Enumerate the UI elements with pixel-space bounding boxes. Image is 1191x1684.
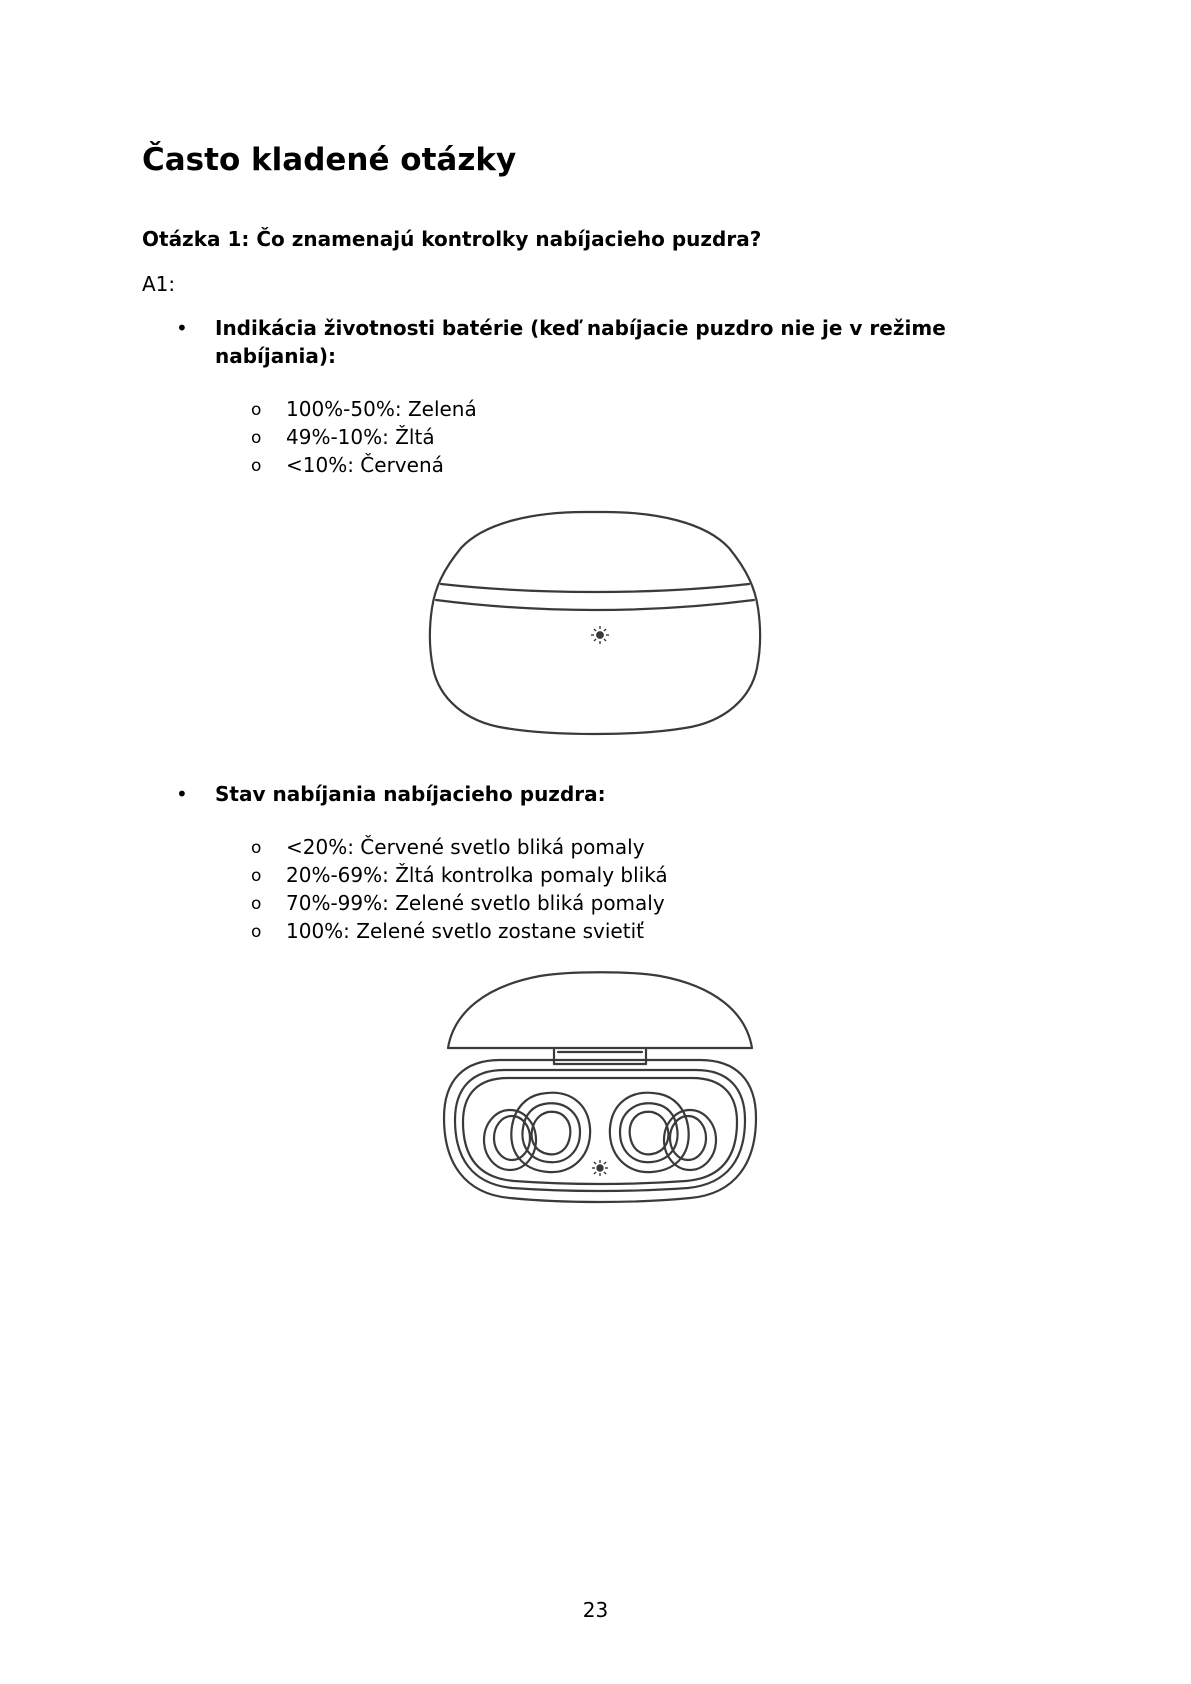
list-item-text: 100%-50%: Zelená [286, 397, 477, 421]
list-item [0, 889, 1191, 917]
closed-case-illustration [425, 508, 765, 736]
list-item-text: <10%: Červená [286, 453, 444, 477]
sub-bullet-glyph: o [251, 922, 262, 942]
sub-bullet-glyph: o [251, 400, 262, 420]
battery-level-list [0, 395, 1191, 479]
bullet-heading: Stav nabíjania nabíjacieho puzdra: [215, 782, 606, 806]
case-hinge [554, 1048, 646, 1064]
list-item [0, 423, 1191, 451]
list-item [0, 861, 1191, 889]
sub-bullet-glyph: o [251, 838, 262, 858]
sub-bullet-glyph: o [251, 866, 262, 886]
list-item [0, 833, 1191, 861]
charging-status-list [0, 833, 1191, 945]
battery-life-section [0, 314, 1191, 479]
open-case-illustration [440, 968, 760, 1210]
page-number: 23 [582, 1598, 609, 1622]
list-item-text: 49%-10%: Žltá [286, 425, 435, 449]
left-earbud [484, 1093, 590, 1172]
lid-seam-lower [436, 600, 754, 610]
lid-seam-upper [441, 584, 749, 592]
bullet-heading: Indikácia životnosti batérie (keď nabíjacie puzdro nie je v režime nabíjania): [215, 316, 946, 368]
sub-bullet-glyph: o [251, 428, 262, 448]
case-lid [448, 972, 752, 1048]
bullet-glyph: • [176, 316, 188, 340]
answer-label: A1: [142, 272, 176, 296]
case-base-outer [444, 1060, 756, 1202]
indicator-light-icon [591, 626, 609, 644]
list-item [0, 451, 1191, 479]
list-item [0, 395, 1191, 423]
indicator-light-icon [592, 1160, 608, 1176]
sub-bullet-glyph: o [251, 894, 262, 914]
question-heading: Otázka 1: Čo znamenajú kontrolky nabíjacieho puzdra? [142, 227, 762, 251]
bullet-item [0, 780, 1191, 808]
case-base-inner [455, 1070, 745, 1191]
list-item-text: 20%-69%: Žltá kontrolka pomaly bliká [286, 863, 668, 887]
list-item [0, 917, 1191, 945]
page-title: Často kladené otázky [142, 142, 517, 178]
bullet-item [0, 314, 1191, 370]
right-earbud [610, 1093, 716, 1172]
bullet-glyph: • [176, 782, 188, 806]
list-item-text: 70%-99%: Zelené svetlo bliká pomaly [286, 891, 665, 915]
charging-status-section [0, 780, 1191, 945]
sub-bullet-glyph: o [251, 456, 262, 476]
case-outline [430, 512, 760, 734]
list-item-text: 100%: Zelené svetlo zostane svietiť [286, 919, 644, 943]
list-item-text: <20%: Červené svetlo bliká pomaly [286, 835, 645, 859]
